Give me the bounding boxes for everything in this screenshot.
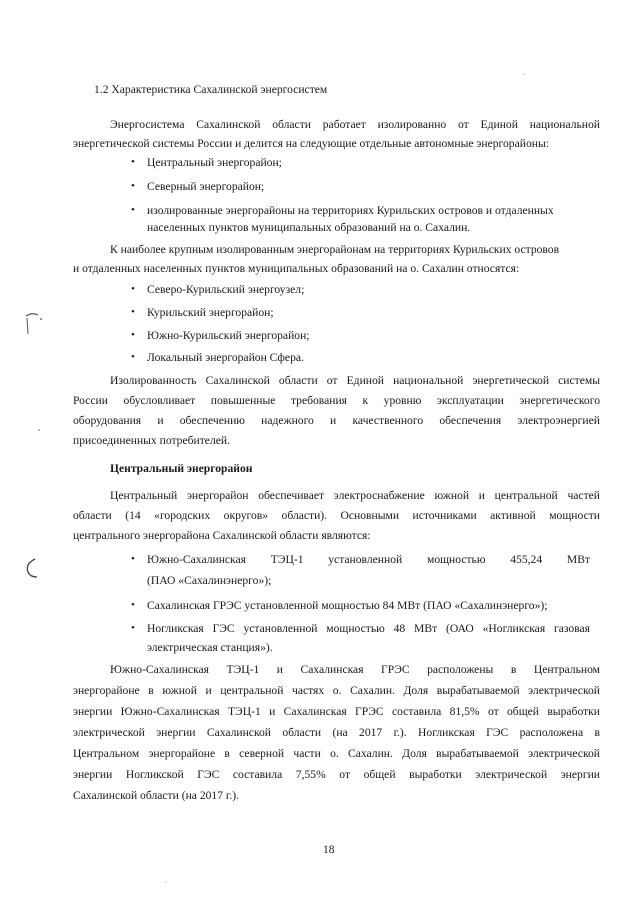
para5-line-1: Южно-Сахалинская ТЭЦ-1 и Сахалинская ГРЭС расположены в Центральном bbox=[110, 663, 600, 676]
bullet-icon: • bbox=[131, 351, 135, 363]
bullet-icon: • bbox=[131, 599, 135, 611]
para2-line-2: и отдаленных населенных пунктов муниципальных образований на о. Сахалин относятся: bbox=[73, 262, 520, 275]
list1-item-1: Центральный энергорайон; bbox=[147, 156, 282, 169]
list3-item-1-line-1: Южно-Сахалинская ТЭЦ-1 установленной мощностью 455,24 МВт bbox=[147, 553, 590, 566]
para4-line-2: области (14 «городских округов» области). Основными источниками активной мощности bbox=[73, 509, 600, 522]
list3-item-3-line-2: электрическая станция»). bbox=[147, 641, 273, 654]
scan-artifact-mark bbox=[22, 556, 42, 582]
para3-line-1: Изолированность Сахалинской области от Единой национальной энергетической системы bbox=[110, 374, 600, 387]
list3-item-1-line-2: (ПАО «Сахалинэнерго»); bbox=[147, 574, 272, 587]
bullet-icon: • bbox=[131, 306, 135, 318]
list2-item-4: Локальный энергорайон Сфера. bbox=[147, 351, 304, 364]
list3-item-3-line-1: Ногликская ГЭС установленной мощностью 48 МВт (ОАО «Ногликская газовая bbox=[147, 622, 590, 635]
list1-item-2: Северный энергорайон; bbox=[147, 180, 265, 193]
bullet-icon: • bbox=[131, 180, 135, 192]
page-number: 18 bbox=[323, 843, 335, 856]
bullet-icon: • bbox=[131, 283, 135, 295]
para5-line-7: Сахалинской области (на 2017 г.). bbox=[73, 789, 240, 802]
scan-artifact-dot bbox=[37, 428, 41, 432]
bullet-icon: • bbox=[131, 329, 135, 341]
bullet-icon: • bbox=[131, 156, 135, 168]
list1-item-3-line-1: изолированные энергорайоны на территориях Курильских островов и отдаленных bbox=[147, 204, 554, 217]
list2-item-1: Северо-Курильский энергоузел; bbox=[147, 283, 305, 296]
list1-item-3-line-2: населенных пунктов муниципальных образований на о. Сахалин. bbox=[147, 221, 471, 234]
para3-line-4: присоединенных потребителей. bbox=[73, 434, 230, 447]
list2-item-3: Южно-Курильский энергорайон; bbox=[147, 329, 310, 342]
list3-item-2: Сахалинская ГРЭС установленной мощностью 84 МВт (ПАО «Сахалинэнерго»); bbox=[147, 599, 548, 612]
scan-artifact-dot bbox=[164, 880, 168, 884]
para3-line-3: оборудования и обеспечению надежного и качественного обеспечения электроэнергией bbox=[73, 414, 600, 427]
para5-line-2: энергорайоне в южной и центральной частях о. Сахалин. Доля вырабатываемой электрической bbox=[73, 684, 600, 697]
para3-line-2: России обусловливает повышенные требования к уровню эксплуатации энергетического bbox=[73, 394, 600, 407]
bullet-icon: • bbox=[131, 622, 135, 634]
scan-artifact-dot bbox=[522, 72, 526, 76]
para5-line-5: Центральном энергорайоне в северной части о. Сахалин. Доля вырабатываемой электрической bbox=[73, 747, 600, 760]
para5-line-3: энергии Южно-Сахалинская ТЭЦ-1 и Сахалинская ГРЭС составила 81,5% от общей выработки bbox=[73, 705, 600, 718]
intro-line-1: Энергосистема Сахалинской области работает изолированно от Единой национальной bbox=[110, 118, 600, 131]
para2-line-1: К наиболее крупным изолированным энергорайонам на территориях Курильских островов bbox=[110, 243, 560, 256]
bullet-icon: • bbox=[131, 553, 135, 565]
para4-line-3: центрального энергорайона Сахалинской области являются: bbox=[73, 529, 371, 542]
para5-line-6: энергии Ногликской ГЭС составила 7,55% от общей выработки электрической энергии bbox=[73, 768, 600, 781]
subheading: Центральный энергорайон bbox=[110, 462, 253, 475]
list2-item-2: Курильский энергорайон; bbox=[147, 306, 274, 319]
section-title: 1.2 Характеристика Сахалинской энергосистем bbox=[94, 83, 328, 96]
para5-line-4: электрической энергии Сахалинской области (на 2017 г.). Ногликская ГЭС расположена в bbox=[73, 726, 600, 739]
intro-line-2: энергетической системы России и делится на следующие отдельные автономные энергорайоны: bbox=[73, 137, 549, 150]
scan-artifact-mark bbox=[22, 310, 46, 340]
bullet-icon: • bbox=[131, 204, 135, 216]
para4-line-1: Центральный энергорайон обеспечивает электроснабжение южной и центральной частей bbox=[110, 489, 600, 502]
